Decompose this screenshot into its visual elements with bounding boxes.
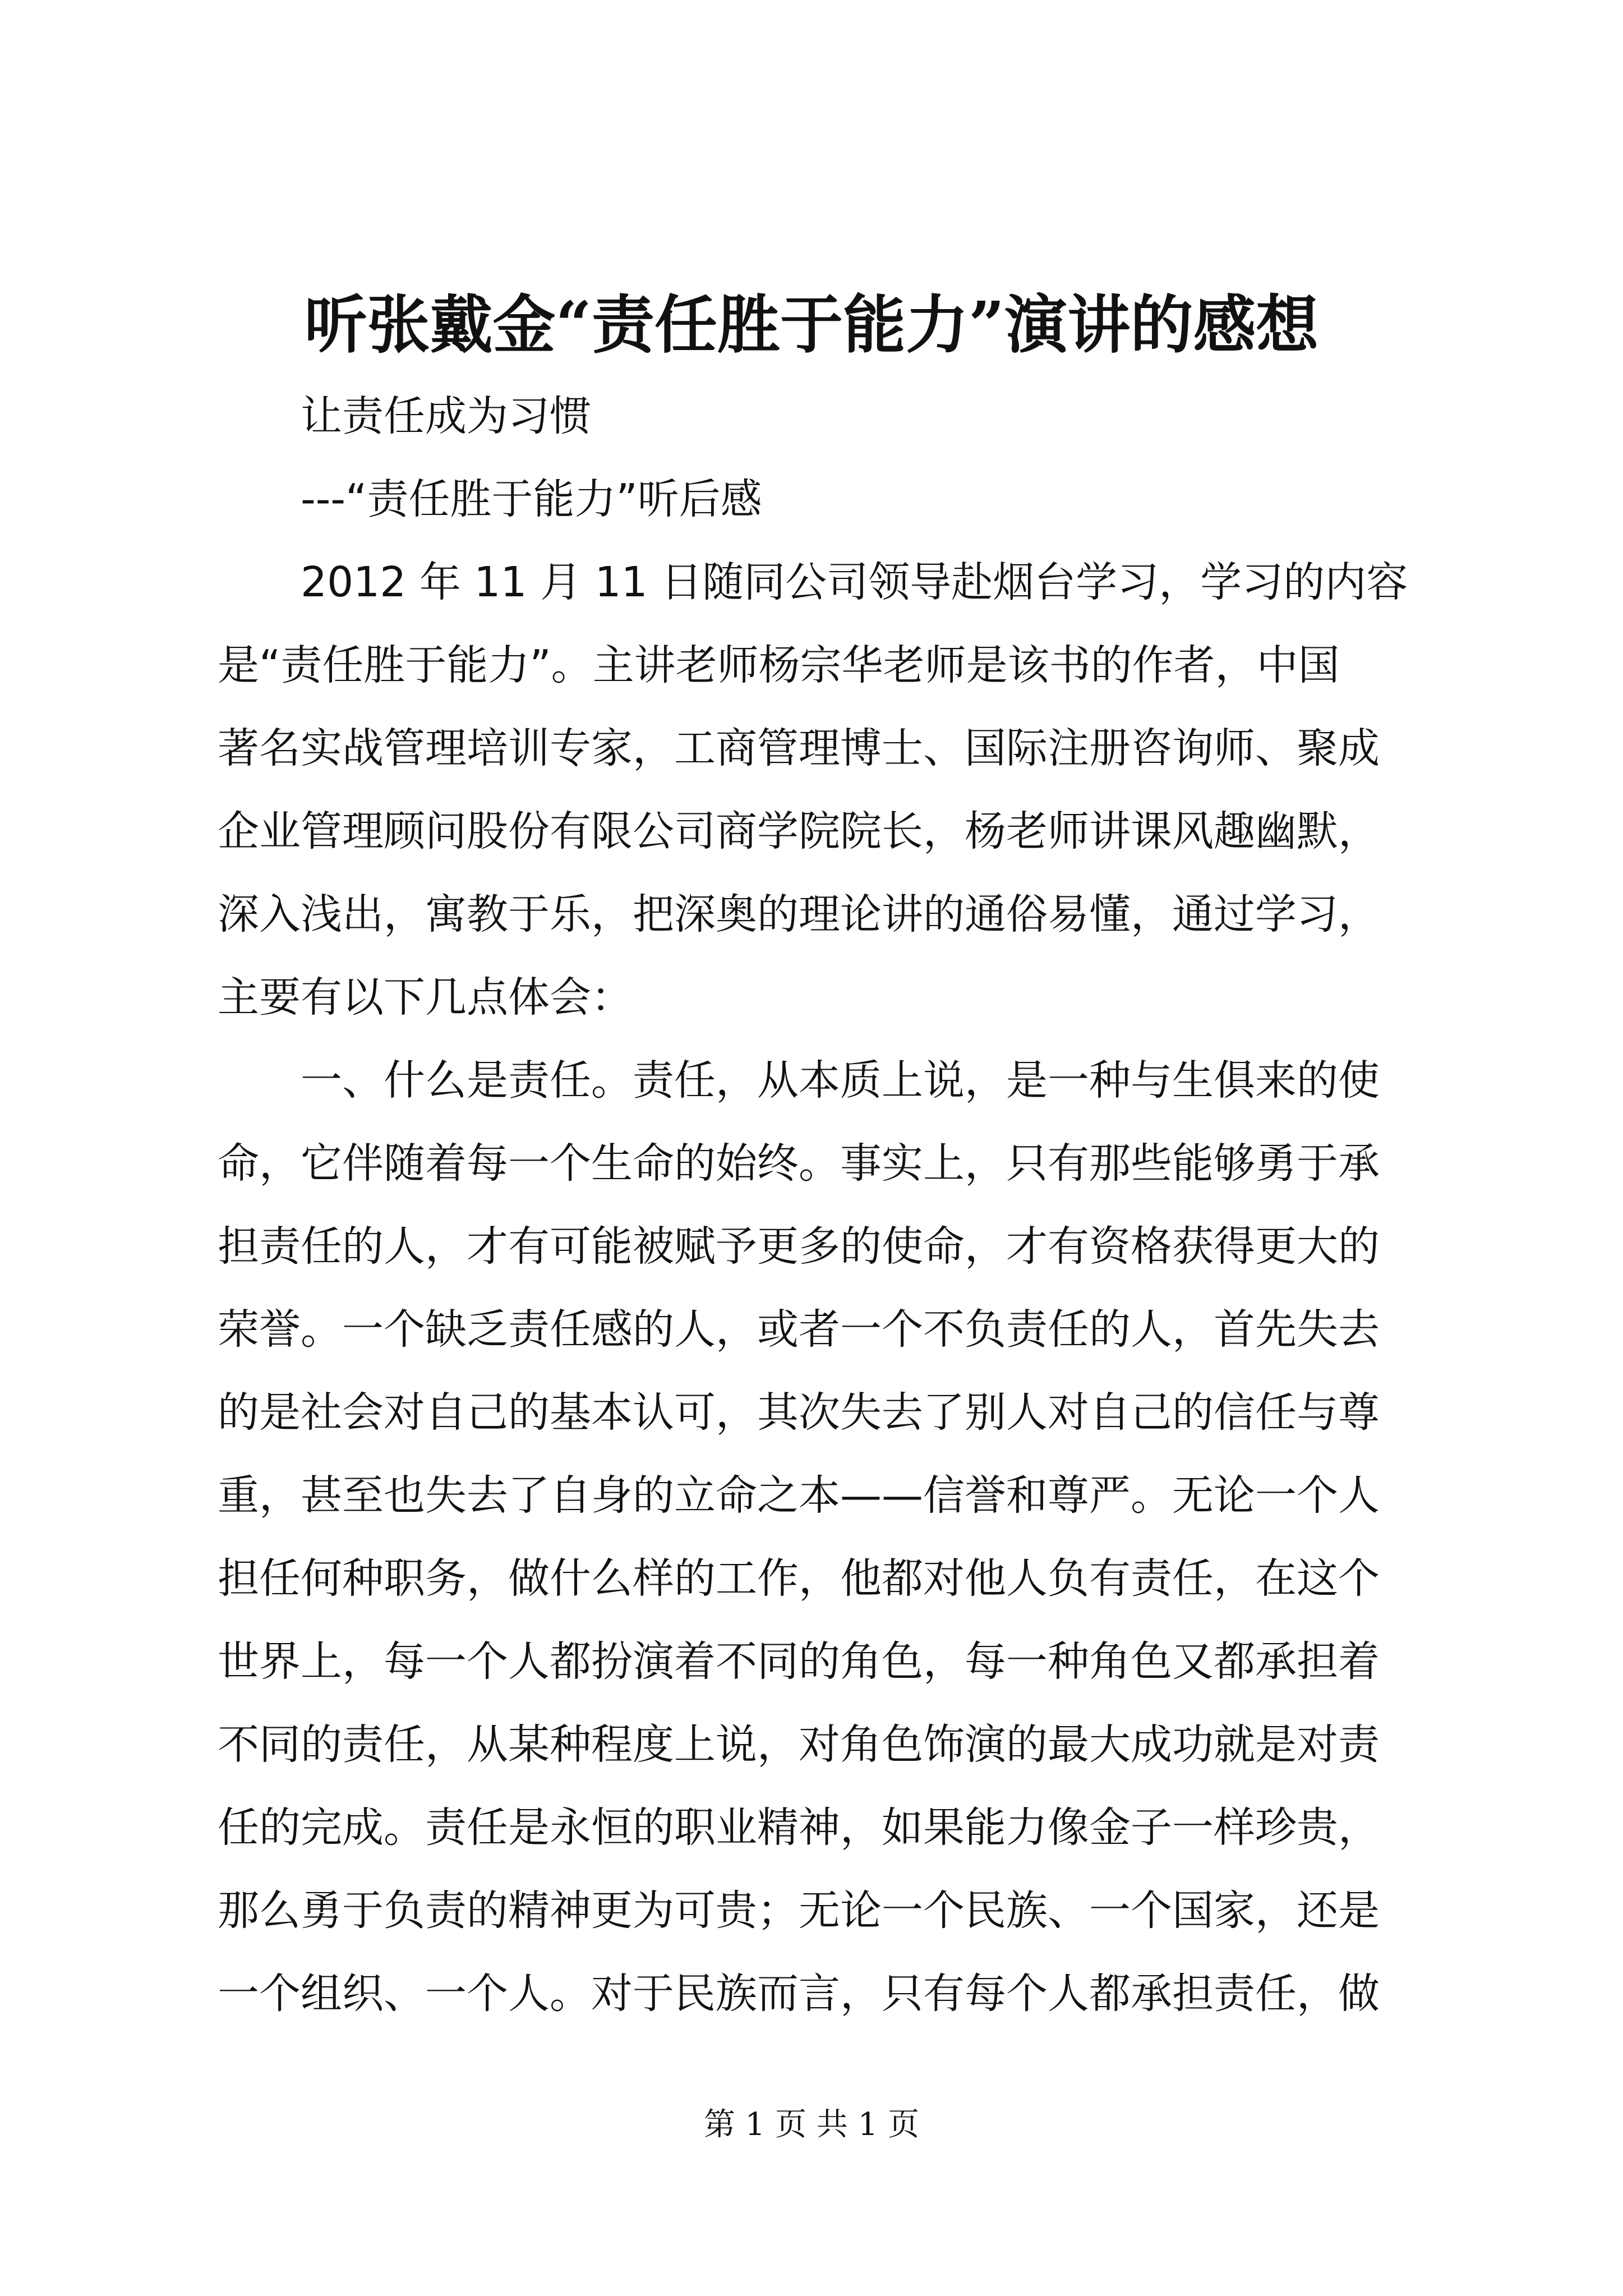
paragraph-line: 的是社会对自己的基本认可，其次失去了别人对自己的信任与尊 [218, 1388, 1380, 1437]
paragraph-line: 一、什么是责任。责任，从本质上说，是一种与生俱来的使 [301, 1056, 1380, 1105]
document-title: 听张戴金“责任胜于能力”演讲的感想 [304, 288, 1319, 362]
paragraph-line: 任的完成。责任是永恒的职业精神，如果能力像金子一样珍贵， [218, 1803, 1380, 1852]
paragraph-line: 一个组织、一个人。对于民族而言，只有每个人都承担责任，做 [218, 1970, 1380, 2018]
paragraph-line: 世界上，每一个人都扮演着不同的角色，每一种角色又都承担着 [218, 1637, 1380, 1686]
paragraph-line: 命，它伴随着每一个生命的始终。事实上，只有那些能够勇于承 [218, 1139, 1380, 1188]
document-body [218, 375, 1417, 2035]
paragraph-line: 担任何种职务，做什么样的工作，他都对他人负有责任，在这个 [218, 1554, 1380, 1603]
subtitle-line: 让责任成为习惯 [301, 392, 591, 440]
subtitle-line: ---“责任胜于能力”听后感 [301, 475, 762, 523]
page-footer: 第 1 页 共 1 页 [703, 2106, 920, 2143]
paragraph-line: 著名实战管理培训专家，工商管理博士、国际注册咨询师、聚成 [218, 724, 1380, 772]
paragraph-line: 担责任的人，才有可能被赋予更多的使命，才有资格获得更大的 [218, 1222, 1380, 1271]
paragraph-line: 2012 年 11 月 11 日随同公司领导赴烟台学习，学习的内容 [301, 558, 1408, 606]
paragraph-line: 不同的责任，从某种程度上说，对角色饰演的最大成功就是对责 [218, 1720, 1380, 1769]
paragraph-line: 是“责任胜于能力”。主讲老师杨宗华老师是该书的作者，中国 [218, 641, 1340, 689]
paragraph-line: 深入浅出，寓教于乐，把深奥的理论讲的通俗易懂，通过学习， [218, 890, 1380, 938]
paragraph-line: 重，甚至也失去了自身的立命之本——信誉和尊严。无论一个人 [218, 1471, 1380, 1520]
paragraph-line: 主要有以下几点体会： [218, 973, 633, 1022]
paragraph-line: 那么勇于负责的精神更为可贵；无论一个民族、一个国家，还是 [218, 1887, 1380, 1935]
paragraph-line: 企业管理顾问股份有限公司商学院院长，杨老师讲课风趣幽默， [218, 807, 1380, 855]
paragraph-line: 荣誉。一个缺乏责任感的人，或者一个不负责任的人，首先失去 [218, 1305, 1380, 1354]
